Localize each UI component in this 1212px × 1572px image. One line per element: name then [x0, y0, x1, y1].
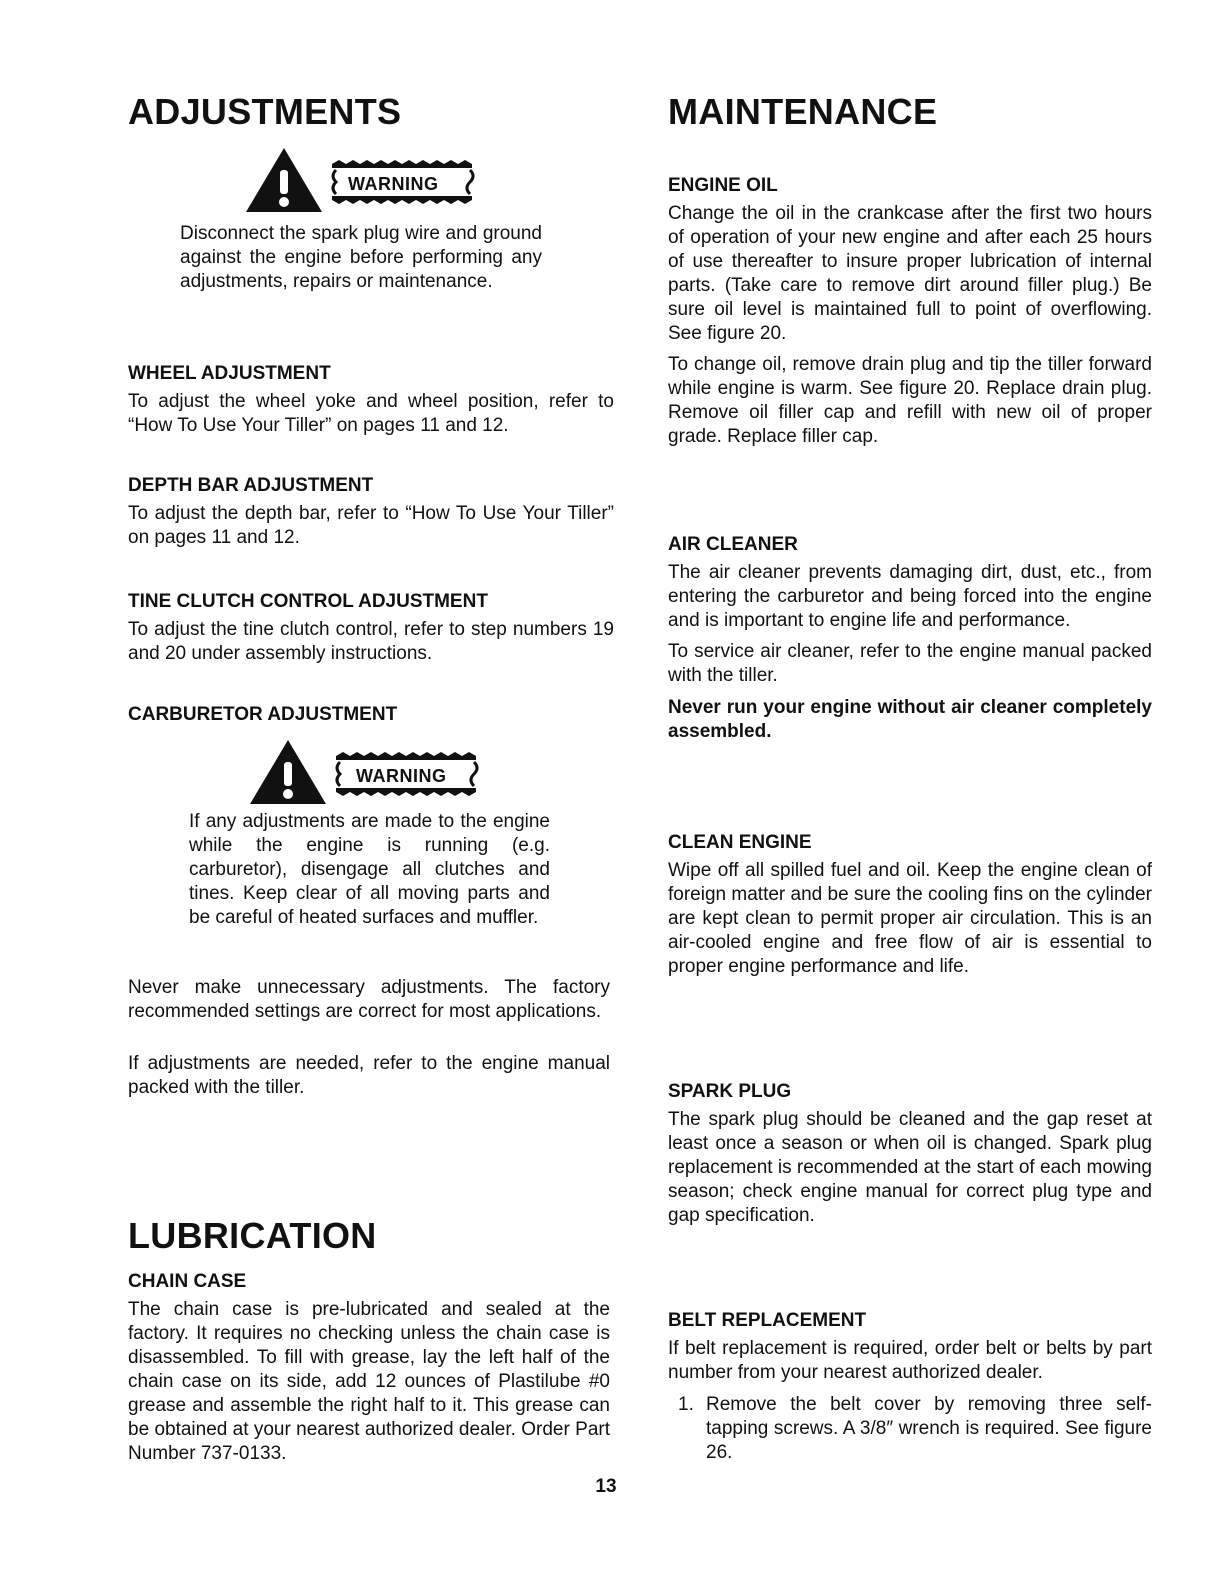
warning-label: WARNING — [356, 766, 447, 786]
spark-plug-heading: SPARK PLUG — [668, 1081, 792, 1102]
depth-bar-text: To adjust the depth bar, refer to “How To Use Your Tiller” on pages 11 and 12. — [128, 503, 614, 548]
wheel-adjustment-heading: WHEEL ADJUSTMENT — [128, 363, 331, 384]
chain-case-heading: CHAIN CASE — [128, 1271, 247, 1292]
clean-engine-heading: CLEAN ENGINE — [668, 832, 812, 853]
warning-badge — [248, 738, 488, 804]
adjustments-title: ADJUSTMENTS — [128, 91, 402, 132]
air-cleaner-caution-text: Never run your engine without air cleaner completely assembled. — [668, 697, 1152, 742]
adjustment-engine-manual-text: If adjustments are needed, refer to the engine manual packed with the tiller. — [128, 1053, 610, 1098]
page-number: 13 — [595, 1476, 617, 1497]
lubrication-title: LUBRICATION — [128, 1215, 377, 1256]
maintenance-title: MAINTENANCE — [668, 91, 938, 132]
belt-steps-list — [668, 1393, 1152, 1465]
wheel-adjustment-text: To adjust the wheel yoke and wheel position, refer to “How To Use Your Tiller” on pages 11 and 12. — [128, 391, 614, 436]
air-cleaner-heading: AIR CLEANER — [668, 534, 798, 555]
step-number: 1. — [678, 1394, 694, 1415]
clean-engine-text: Wipe off all spilled fuel and oil. Keep the engine clean of foreign matter and be sure the cooling fins on the cylinder are kept clean to permit proper air circulation. This is an air-cooled engine and free flow of air is essential to proper engine performance and life. — [668, 860, 1152, 977]
carburetor-heading: CARBURETOR ADJUSTMENT — [128, 704, 398, 725]
engine-oil-heading: ENGINE OIL — [668, 175, 778, 196]
belt-replacement-heading: BELT REPLACEMENT — [668, 1310, 867, 1331]
list-item — [668, 1393, 1152, 1465]
belt-replacement-text: If belt replacement is required, order belt or belts by part number from your nearest authorized dealer. — [668, 1338, 1152, 1383]
warning-text: Disconnect the spark plug wire and ground against the engine before performing any adjustments, repairs or maintenance. — [180, 223, 542, 292]
warning-label: WARNING — [348, 174, 439, 194]
tine-clutch-heading: TINE CLUTCH CONTROL ADJUSTMENT — [128, 591, 488, 612]
change-oil-text: To change oil, remove drain plug and tip the tiller forward while engine is warm. See figure 20. Replace drain plug. Remove oil filler cap and refill with new oil of proper grade. Replace filler cap. — [668, 354, 1152, 447]
carburetor-warning-text: If any adjustments are made to the engine while the engine is running (e.g. carburetor), disengage all clutches and tines. Keep clear of all moving parts and be careful of heated surfaces and muffler. — [189, 811, 550, 928]
tine-clutch-text: To adjust the tine clutch control, refer to step numbers 19 and 20 under assembly instructions. — [128, 619, 614, 664]
spark-plug-text: The spark plug should be cleaned and the gap reset at least once a season or when oil is changed. Spark plug replacement is recommended at the start of each mowing season; check engine manual for correct plug type and gap specification. — [668, 1109, 1152, 1226]
air-cleaner-service-text: To service air cleaner, refer to the engine manual packed with the tiller. — [668, 641, 1152, 686]
depth-bar-heading: DEPTH BAR ADJUSTMENT — [128, 475, 374, 496]
chain-case-text: The chain case is pre-lubricated and sealed at the factory. It requires no checking unless the chain case is disassembled. To fill with grease, lay the left half of the chain case on its side, add 12 ounces of Plastilube #0 grease and assemble the right half to it. This grease can be obtained at your nearest authorized dealer. Order Part Number 737-0133. — [128, 1299, 610, 1464]
step-text: Remove the belt cover by removing three self-tapping screws. A 3/8″ wrench is required. See figure 26. — [706, 1394, 1152, 1463]
warning-badge — [244, 146, 484, 212]
adjustment-note-text: Never make unnecessary adjustments. The factory recommended settings are correct for most applications. — [128, 977, 610, 1022]
engine-oil-text: Change the oil in the crankcase after the first two hours of operation of your new engine and after each 25 hours of use thereafter to insure proper lubrication of internal parts. (Take care to remove dirt around filler plug.) Be sure oil level is maintained full to point of overflowing. See figure 20. — [668, 203, 1152, 344]
air-cleaner-text: The air cleaner prevents damaging dirt, dust, etc., from entering the carburetor and being forced into the engine and is important to engine life and performance. — [668, 562, 1152, 631]
